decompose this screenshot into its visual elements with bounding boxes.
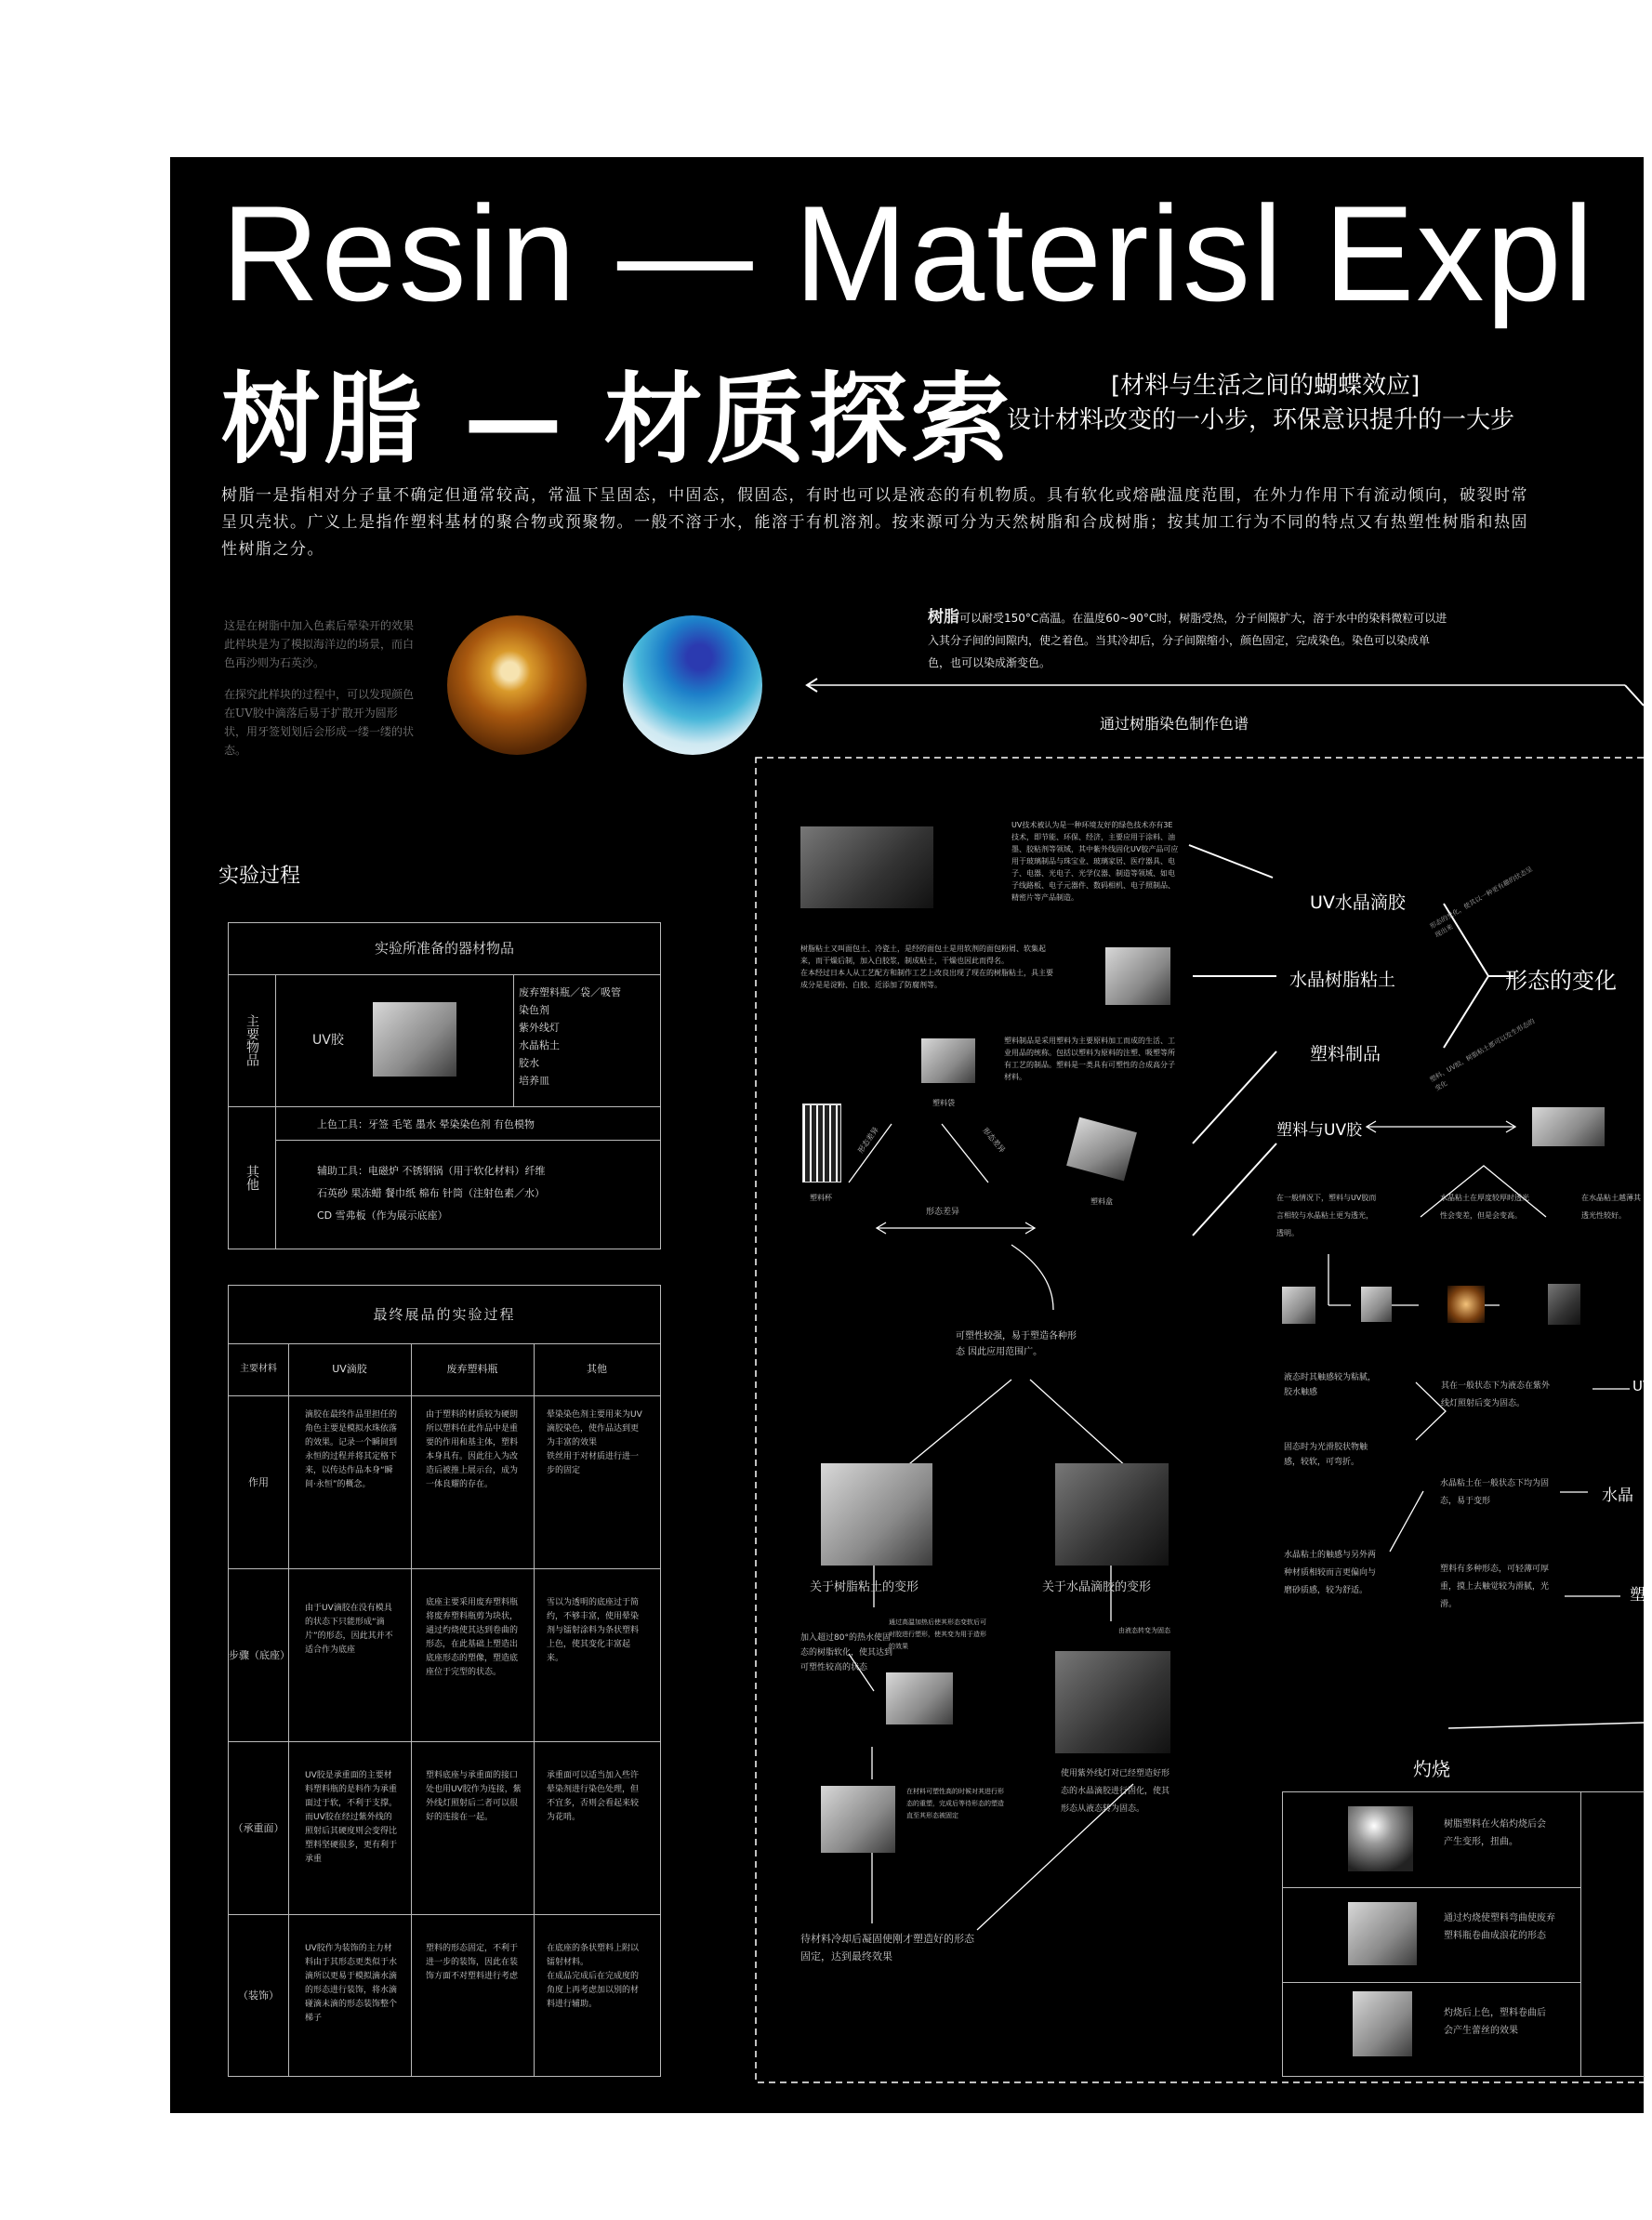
divider — [411, 1568, 412, 1741]
uv-normal-state: 其在一般状态下为液态在紫外线灯照射后变为固态。 — [1441, 1381, 1551, 1408]
divider — [534, 1914, 535, 2076]
molding-photo — [821, 1786, 895, 1853]
sample-photo — [1361, 1287, 1392, 1322]
divider — [411, 1395, 412, 1568]
shape-diff-label-a: 形态差异 — [856, 1125, 880, 1156]
burn-photo — [1348, 1806, 1413, 1871]
table-cell: UV胶作为装饰的主力材料由于其形态更类似于水滴所以更易于模拟滴水滴的形态进行装饰，将水滴碰滴未滴的形态装饰整个梯子 — [305, 1944, 398, 2023]
plastic-desc: 塑料制品是采用塑料为主要原料加工而成的生活、工业用品的统称。包括以塑料为原料的注塑、吸塑等所有工艺的制品。塑料是一类具有可塑性的合成高分子材料。 — [1004, 1037, 1175, 1081]
clay-deform-photo — [821, 1463, 932, 1566]
burn-note: 通过灼烧使塑料弯曲使废弃塑料瓶卷曲成浪花的形态 — [1444, 1913, 1555, 1941]
experiment-title: 实验过程 — [218, 865, 301, 888]
table-cell: 滴胶在最终作品里担任的角色主要是模拟水珠依落的效果。记录一个瞬间到永恒的过程并将其定格下来，以传达作品本身“瞬间·永恒”的概念。 — [305, 1410, 398, 1489]
morph-change-note: 形态的变化，使其以一种更有趣的状态呈现出来 — [1428, 865, 1534, 940]
color-chart-label: 通过树脂染色制作色谱 — [1100, 715, 1249, 733]
aux-tools-line: 辅助工具：电磁炉 不锈钢锅（用于软化材料）纤维 — [317, 1165, 546, 1177]
table-row — [229, 1568, 660, 1742]
divider — [411, 1914, 412, 2076]
sample-photo — [1282, 1287, 1315, 1324]
uv-glue-nozzle-photo — [800, 826, 933, 908]
shape-diff-label: 形态差异 — [926, 1208, 960, 1217]
table-row — [229, 1395, 660, 1569]
table-cell: 底座主要采用废弃塑料瓶将废弃塑料瓶剪为块状，通过灼烧使其达到卷曲的形态，在此基础上塑造出底座形态的塑像，塑造底座位于完型的状态。 — [426, 1598, 519, 1677]
clay-normal-state: 水晶粘土在一般状态下均为固态，易于变形 — [1440, 1479, 1550, 1506]
liquid-touch: 液态时其触感较为粘腻，胶水触感 — [1284, 1373, 1377, 1397]
resin-description — [928, 606, 1448, 674]
heat-text: 加入超过80°的热水使固态的树脂软化，使其达到可塑性较高的状态 — [800, 1633, 893, 1672]
side-note-p1: 这是在树脂中加入色素后晕染开的效果此样块是为了模拟海洋边的场景，而白色再沙则为石英沙。 — [224, 619, 415, 669]
morph-change-label: 形态的变化 — [1505, 968, 1617, 994]
resin-lead: 树脂 — [928, 608, 959, 627]
ocean-resin-sample-image — [623, 615, 762, 755]
burning-title: 灼烧 — [1413, 1758, 1450, 1780]
mold-note: 在材料可塑性高的时候对其进行形态的重塑，完成后等待形态的塑造直至其形态被固定 — [906, 1788, 1004, 1819]
coloring-tools: 上色工具：牙签 毛笔 墨水 晕染染色剂 有色模物 — [317, 1118, 535, 1130]
plastic-bag-photo — [921, 1038, 975, 1083]
plastic-uv-right: 在水晶粘土越薄其透光性较好。 — [1581, 1194, 1641, 1220]
morph-change-note-2: 塑料、UV胶、树脂粘土都可以发生形态的变化 — [1428, 1017, 1537, 1093]
table-cell: 雪以为透明的底座过于简约，不够丰富，使用晕染剂与镭射涂料为条状塑料上色，使其变化丰富起来。 — [547, 1598, 640, 1663]
header-cell: 废弃塑料瓶 — [411, 1343, 535, 1395]
uv-short: UV — [1632, 1378, 1652, 1394]
uv-lamp-photo — [1055, 1651, 1170, 1753]
divider — [534, 1741, 535, 1914]
row-label: 步骤（底座） — [229, 1568, 289, 1741]
material-item: 染色剂 — [519, 1004, 549, 1016]
heated-clay-photo — [886, 1672, 953, 1724]
table-row — [229, 1741, 660, 1915]
material-item: 废弃塑料瓶／袋／吸管 — [519, 986, 621, 998]
plastic-variety: 塑料有多种形态，可轻薄可厚重，摸上去触觉较为滑腻，光滑。 — [1440, 1565, 1550, 1609]
amber-resin-sample-image — [447, 615, 587, 755]
table-cell: 由于塑料的材质较为硬朗所以塑料在此作品中是重要的作用和基主体，塑料本身具有。因此往入为改造后被推上展示台，成为一体良耀的存在。 — [426, 1410, 519, 1489]
material-item: 胶水 — [519, 1057, 539, 1069]
main-items-label: 主要物品 — [229, 974, 276, 1106]
process-table-title: 最终展品的实验过程 — [229, 1286, 660, 1344]
table-cell: 由于UV滴胶在没有模具的状态下只能形成“滴片”的形态，因此其并不适合作为底座 — [305, 1604, 393, 1655]
material-item: 紫外线灯 — [519, 1022, 560, 1034]
divider — [513, 974, 514, 1106]
row-label: 作用 — [229, 1395, 289, 1568]
burn-note: 灼烧后上色，塑料卷曲后会产生蕾丝的效果 — [1444, 2008, 1546, 2036]
burn-note: 树脂塑料在火焰灼烧后会产生变形，扭曲。 — [1444, 1819, 1546, 1847]
row-label: （装饰） — [229, 1914, 289, 2076]
material-item: 培养皿 — [519, 1075, 549, 1087]
plastic-uv-photo — [1532, 1107, 1605, 1146]
aux-tools — [317, 1160, 546, 1227]
subtitle-line: 设计材料改变的一小步，环保意识提升的一大步 — [1007, 406, 1515, 434]
plastic-label: 塑料制品 — [1310, 1044, 1381, 1064]
divider — [534, 1568, 535, 1741]
row-label: （承重面） — [229, 1741, 289, 1914]
materials-table — [228, 922, 661, 1249]
uv-glue-photo — [373, 1002, 456, 1077]
uv-tech-desc: UV技术被认为是一种环境友好的绿色技术亦有3E技术，即节能、环保、经济，主要应用于涂料、油墨、胶粘剂等领域，其中紫外线固化UV胶产品可应用于玻璃制品与珠宝业、玻璃家居、医疗器具、电子、电器、光电子、光学仪器、制造等领域、如电子线路板、电子元器件、数码相机、电子照制品、精密片等产品制造。 — [1011, 821, 1179, 902]
table-cell: 晕染染色剂主要用来为UV滴胶染色，使作品达到更为丰富的效果 铁丝用于对材质进行进一步的固定 — [547, 1410, 642, 1475]
uv-deform-label: 关于水晶滴胶的变形 — [1042, 1580, 1152, 1594]
table-cell: UV胶是承重面的主要材料塑料瓶的是料作为承重面过于软，不利于支撑。而UV胶在经过紫外线的照射后其硬度则会变得比塑料坚硬很多，更有利于承重 — [305, 1771, 398, 1864]
aux-tools-line: 石英砂 果冻蜡 餐巾纸 棉布 针筒（注射色素／水） — [317, 1187, 545, 1199]
table-cell: 塑料的形态固定，不利于进一步的装饰，因此在装饰方面不对塑料进行考虑 — [426, 1944, 519, 1981]
header-cell: 其他 — [587, 1363, 607, 1375]
plasticity-note: 可塑性较强，易于塑造各种形态 因此应用范围广。 — [956, 1331, 1077, 1357]
sample-photo — [1447, 1286, 1485, 1323]
materials-table-title: 实验所准备的器材物品 — [229, 923, 660, 975]
material-item: 水晶粘土 — [519, 1039, 560, 1051]
side-note-p2: 在探究此样块的过程中，可以发现颜色在UV胶中滴落后易于扩散开为圆形状，用牙签划划后会形成一缕一缕的状态。 — [224, 688, 415, 757]
materials-list — [519, 984, 621, 1090]
clay-photo — [1105, 947, 1170, 1005]
divider — [411, 1741, 412, 1914]
resin-body: 可以耐受150°C高温。在温度60~90°C时，树脂受热，分子间隙扩大，溶于水中的染料微粒可以进入其分子间的间隙内，使之着色。当其冷却后，分子间隙缩小，颜色固定，完成染色。染色可以染成单色，也可以染成渐变色。 — [928, 612, 1447, 669]
poster — [170, 157, 1652, 2113]
plastic-box-label: 塑料盒 — [1090, 1197, 1113, 1206]
clay-desc: 树脂粘土又叫面包土、冷瓷土，是经的面包土是用软剂的面包粉屑、软集起来，而干燥后制，加入白胶浆，制成粘土，干燥也因此而得名。 在本经过日本人从工艺配方和制作工艺上改良出现了现在的树脂粘土，具主要成分是是淀粉、白胶、近添加了防腐剂等。 — [800, 945, 1053, 989]
clay-short: 水晶 — [1602, 1487, 1633, 1505]
plastic-short: 塑 — [1630, 1586, 1645, 1605]
subtitle-bracket: [材料与生活之间的蝴蝶效应] — [1111, 372, 1421, 400]
uv-deform-note: 由液态转变为固态 — [1118, 1627, 1170, 1634]
process-header-row — [229, 1343, 660, 1396]
divider — [534, 1395, 535, 1568]
uv-glue-label: UV胶 — [312, 1033, 344, 1048]
plastic-uv-left: 在一般情况下，塑料与UV胶而言相较与水晶粘土更为透光，透明。 — [1276, 1194, 1377, 1237]
process-table — [228, 1285, 661, 2077]
uv-drop-label: UV水晶滴胶 — [1310, 892, 1406, 913]
other-label: 其他 — [229, 1106, 276, 1249]
table-cell: 塑料底座与承重面的接口处也用UV胶作为连接，紫外线灯照射后二者可以很好的连接在一起。 — [426, 1771, 522, 1822]
plastic-cup-label: 塑料杯 — [810, 1194, 832, 1202]
plastic-cup-photo — [802, 1103, 841, 1183]
plastic-uv-label: 塑料与UV胶 — [1276, 1121, 1363, 1140]
uv-light-text: 使用紫外线灯对已经塑造好形态的水晶滴胶进行固化，使其形态从液态转为固态。 — [1061, 1769, 1170, 1814]
header-cell: 主要材料 — [229, 1343, 289, 1395]
title-zh: 树脂 — 材质探索 — [221, 363, 1013, 477]
clay-touch: 水晶粘土的触感与另外两种材质相较而言更偏向与磨砂质感，较为舒适。 — [1284, 1551, 1377, 1595]
clay-deform-note: 通过高温加热后使其形态变软后可对胶进行塑形，使其变为用于造形的效果 — [889, 1619, 986, 1650]
table-cell: 承重面可以适当加入些许晕染剂进行染色处理，但不宜多，否则会看起来较为花哨。 — [547, 1771, 640, 1822]
header-cell: UV滴胶 — [288, 1343, 412, 1395]
clay-deform-label: 关于树脂粘土的变形 — [810, 1580, 919, 1594]
cool-text: 待材料冷却后凝固使刚才塑造好的形态固定，达到最终效果 — [800, 1933, 974, 1962]
intro-paragraph: 树脂一是指相对分子量不确定但通常较高，常温下呈固态，中固态，假固态，有时也可以是液态的有机物质。具有软化或熔融温度范围，在外力作用下有流动倾向，破裂时常呈贝壳状。广义上是指作塑料基材的聚合物或预聚物。一般不溶于水，能溶于有机溶剂。按来源可分为天然树脂和合成树脂；按其加工行为不同的特点又有热塑性树脂和热固性树脂之分。 — [221, 486, 1528, 559]
table-row — [229, 1914, 660, 2076]
title-en: Resin — Materisl Expl — [221, 178, 1596, 329]
plastic-uv-mid: 水晶粘土在厚度较厚时透光性会变差，但是会变高。 — [1440, 1194, 1529, 1220]
burn-photo — [1348, 1902, 1417, 1965]
sample-photo — [1548, 1284, 1580, 1325]
clay-label: 水晶树脂粘土 — [1289, 970, 1396, 990]
table-cell: 在底座的条状塑料上附以镭射材料。 在成品完成后在完成度的角度上再考虑加以别的材料进行辅助。 — [547, 1944, 640, 2009]
burn-photo — [1353, 1991, 1412, 2056]
plastic-bag-label: 塑料袋 — [932, 1099, 955, 1107]
side-note — [224, 616, 419, 760]
uv-deform-photo — [1055, 1463, 1169, 1566]
shape-diff-label-b: 形态差异 — [981, 1126, 1007, 1155]
aux-tools-line: CD 雪弗板（作为展示底座） — [317, 1209, 448, 1222]
solid-touch: 固态时为光滑胶状物触感，较软，可弯折。 — [1284, 1443, 1368, 1467]
burning-table — [1282, 1791, 1645, 2077]
